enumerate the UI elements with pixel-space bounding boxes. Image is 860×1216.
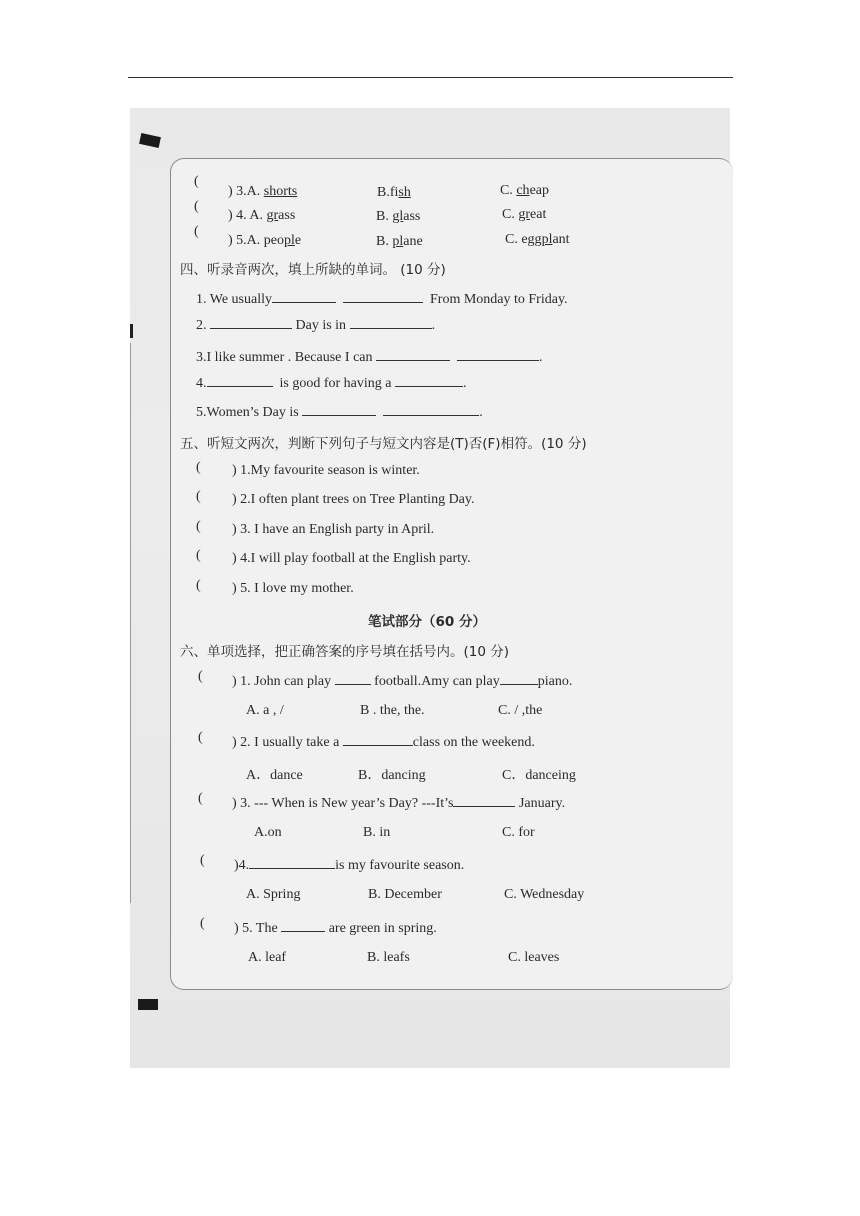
s5-item-4: ) 4.I will play football at the English party. (232, 551, 471, 566)
s3-q4-b: B. glass (376, 209, 421, 224)
s6-q2-a: A．dance (246, 768, 303, 783)
s4-item-2: 2. Day is in . (196, 318, 436, 333)
s3-q4: ) 4. A. grass (228, 208, 296, 223)
answer-paren: ( (196, 460, 201, 475)
s6-q4-b: B. December (368, 887, 442, 902)
s6-q3: ) 3. --- When is New year’s Day? ---It’s January. (232, 796, 566, 811)
s5-item-2: ) 2.I often plant trees on Tree Planting Day. (232, 492, 475, 507)
s6-q4: )4. is my favourite season. (234, 858, 465, 873)
section-5-heading: 五、听短文两次，判断下列句子与短文内容是(T)否(F)相符。(10 分) (180, 436, 587, 452)
answer-paren: ( (196, 548, 201, 563)
s6-q2-c: C．danceing (502, 768, 576, 783)
answer-paren: ( (196, 489, 201, 504)
answer-paren: ( (194, 199, 199, 214)
answer-paren: ( (194, 224, 199, 239)
s4-item-4: 4. is good for having a . (196, 376, 467, 391)
s4-item-1: 1. We usually From Monday to Friday. (196, 292, 568, 307)
s6-q3-a: A.on (254, 825, 282, 840)
s6-q5-b: B. leafs (367, 950, 410, 965)
s6-q1-c: C. / ,the (498, 703, 543, 718)
s3-q3-c: C. cheap (500, 183, 549, 198)
s5-item-5: ) 5. I love my mother. (232, 581, 354, 596)
s4-item-3: 3.I like summer . Because I can . (196, 350, 543, 365)
s3-q3: ) 3.A. shorts (228, 184, 298, 199)
registration-mark-top (139, 133, 161, 148)
s6-q2: ) 2. I usually take a class on the weekend. (232, 735, 535, 750)
s3-q3-b: B.fish (377, 185, 411, 200)
s6-q4-c: C. Wednesday (504, 887, 585, 902)
answer-paren: ( (198, 791, 203, 806)
answer-paren: ( (200, 853, 205, 868)
s3-q4-c: C. great (502, 207, 547, 222)
s6-q2-b: B．dancing (358, 768, 426, 783)
s6-q5: ) 5. The are green in spring. (234, 921, 437, 936)
section-6-heading: 六、单项选择，把正确答案的序号填在括号内。(10 分) (180, 644, 510, 660)
s6-q1-b: B . the, the. (360, 703, 425, 718)
s6-q1-a: A. a , / (246, 703, 284, 718)
scanned-page-photo (130, 108, 730, 1068)
binding-tick (130, 324, 133, 338)
s3-q5-c: C. eggplant (505, 232, 570, 247)
s6-q3-c: C. for (502, 825, 535, 840)
registration-mark-bottom (138, 999, 158, 1010)
s6-q5-c: C. leaves (508, 950, 560, 965)
s3-q5-b: B. plane (376, 234, 423, 249)
s5-item-1: ) 1.My favourite season is winter. (232, 463, 420, 478)
answer-paren: ( (198, 730, 203, 745)
answer-paren: ( (198, 669, 203, 684)
s5-item-3: ) 3. I have an English party in April. (232, 522, 435, 537)
written-part-title: 笔试部分（60 分） (368, 614, 486, 630)
answer-paren: ( (194, 174, 199, 189)
s6-q4-a: A. Spring (246, 887, 301, 902)
header-rule (128, 77, 733, 78)
answer-paren: ( (196, 519, 201, 534)
answer-paren: ( (200, 916, 205, 931)
s6-q3-b: B. in (363, 825, 391, 840)
answer-paren: ( (196, 578, 201, 593)
s4-item-5: 5.Women’s Day is . (196, 405, 483, 420)
s3-q5: ) 5.A. people (228, 233, 302, 248)
binding-line (130, 343, 131, 903)
section-4-heading: 四、听录音两次，填上所缺的单词。 (10 分) (180, 262, 446, 278)
s6-q1: ) 1. John can play football.Amy can play piano. (232, 674, 573, 689)
s6-q5-a: A. leaf (248, 950, 287, 965)
